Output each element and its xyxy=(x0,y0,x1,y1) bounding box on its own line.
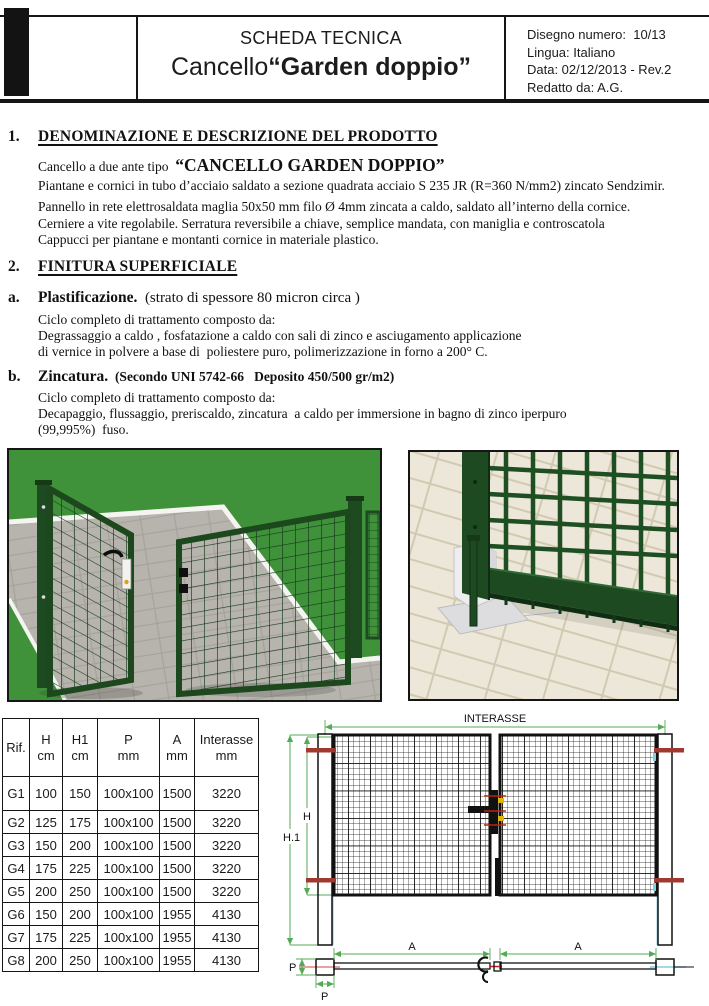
product-desc-line-4: Cappucci per piantane e montanti cornice in materiale plastico. xyxy=(38,232,379,247)
key-cylinder xyxy=(124,580,128,584)
table-row xyxy=(3,777,259,811)
section-2-title: FINITURA SUPERFICIALE xyxy=(38,258,238,275)
photo-gate-open-render xyxy=(7,448,382,702)
dimension-h1 xyxy=(282,735,318,945)
sub-b-heading xyxy=(38,368,394,386)
sub-a-heading xyxy=(38,289,360,307)
table-row xyxy=(3,903,259,926)
product-intro-bold: “CANCELLO GARDEN DOPPIO” xyxy=(175,155,445,175)
photo-gate-base-detail xyxy=(408,450,679,701)
spec-cell: 100x100 xyxy=(98,777,160,811)
sub-b-title: Zincatura. xyxy=(38,368,109,385)
spec-cell: G6 xyxy=(3,903,30,926)
table-row xyxy=(3,880,259,903)
dimension-h xyxy=(300,737,334,895)
product-title xyxy=(138,53,504,82)
interasse-label: INTERASSE xyxy=(463,713,527,725)
drawing-post-left xyxy=(318,734,333,945)
p-side-label: P xyxy=(289,962,297,974)
drawing-leaf-right xyxy=(500,735,656,895)
spec-cell: 3220 xyxy=(195,777,259,811)
section-2-number: 2. xyxy=(8,258,20,275)
spec-cell: 100x100 xyxy=(98,811,160,834)
spec-cell: 1955 xyxy=(160,926,195,949)
h1-label: H.1 xyxy=(283,832,301,844)
spec-table xyxy=(2,718,259,972)
spec-col-header: P mm xyxy=(98,719,160,777)
spec-cell: G3 xyxy=(3,834,30,857)
spec-cell: 1500 xyxy=(160,857,195,880)
spec-cell: 100 xyxy=(30,777,63,811)
a-left-label: A xyxy=(408,941,416,953)
spec-cell: 4130 xyxy=(195,949,259,972)
spec-cell: 100x100 xyxy=(98,857,160,880)
spec-col-header: H cm xyxy=(30,719,63,777)
info-language: Lingua: Italiano xyxy=(527,44,616,60)
spec-cell: 175 xyxy=(30,926,63,949)
spec-cell: 1500 xyxy=(160,811,195,834)
info-author: Redatto da: A.G. xyxy=(527,79,624,95)
plan-handle-2 xyxy=(483,972,488,982)
spec-cell: G2 xyxy=(3,811,30,834)
spec-cell: 125 xyxy=(30,811,63,834)
technical-drawing xyxy=(282,708,709,1006)
table-row xyxy=(3,834,259,857)
sub-a-line-2: Degrassaggio a caldo , fosfatazione a caldo con sali di zinco e asciugamento applicazione xyxy=(38,328,522,343)
sub-a-line-1: Ciclo completo di trattamento composto da: xyxy=(38,312,276,327)
product-desc-line-3: Cerniere a vite regolabile. Serratura reversibile a chiave, semplice mandata, con maniglia e controscatola xyxy=(38,216,605,231)
sub-b-line-3: (99,995%) fuso. xyxy=(38,422,129,437)
spec-cell: 200 xyxy=(30,880,63,903)
spec-cell: 250 xyxy=(63,880,98,903)
spec-cell: G4 xyxy=(3,857,30,880)
drawing-post-right xyxy=(657,734,672,945)
spec-cell: 3220 xyxy=(195,857,259,880)
header-info-cell xyxy=(506,17,709,108)
sub-b-note: (Secondo UNI 5742-66 Deposito 450/500 gr/m2) xyxy=(108,369,395,384)
spec-cell: 200 xyxy=(63,903,98,926)
sub-b-line-1: Ciclo completo di trattamento composto da: xyxy=(38,390,276,405)
dimension-interasse xyxy=(325,713,665,735)
spec-cell: 200 xyxy=(63,834,98,857)
spec-cell: 1500 xyxy=(160,880,195,903)
drawing-leaf-left xyxy=(334,735,490,895)
spec-cell: 1500 xyxy=(160,777,195,811)
spec-col-header: Rif. xyxy=(3,719,30,777)
plan-view xyxy=(294,958,694,983)
spec-cell: G5 xyxy=(3,880,30,903)
h-label: H xyxy=(303,811,311,823)
gate-leaf-right xyxy=(179,512,348,694)
sub-a-line-3: di vernice in polvere a base di poliestere puro, polimerizzazione in forno a 200° C. xyxy=(38,344,488,359)
spec-col-header: A mm xyxy=(160,719,195,777)
spec-cell: 175 xyxy=(63,811,98,834)
spec-cell: 225 xyxy=(63,926,98,949)
spec-cell: 250 xyxy=(63,949,98,972)
header xyxy=(0,15,709,103)
spec-cell: 150 xyxy=(30,903,63,926)
spec-cell: 100x100 xyxy=(98,926,160,949)
table-row xyxy=(3,926,259,949)
section-1-number: 1. xyxy=(8,128,20,145)
photo-gate-base-svg xyxy=(410,452,677,699)
spec-cell: 1500 xyxy=(160,834,195,857)
product-desc-line-1: Piantane e cornici in tubo d’acciaio saldato a sezione quadrata acciaio S 235 JR (R=360 N/mm2) zincato Sendzimir. xyxy=(38,178,665,193)
sub-b-line-2: Decapaggio, flussaggio, preriscaldo, zincatura a caldo per immersione in bagno di zinco iperpuro xyxy=(38,406,567,421)
table-row xyxy=(3,949,259,972)
spec-cell: 4130 xyxy=(195,926,259,949)
paving-cream xyxy=(410,452,677,699)
drop-bolt-front xyxy=(495,858,499,896)
product-name: “Garden doppio” xyxy=(268,53,472,81)
info-date-rev: Data: 02/12/2013 - Rev.2 xyxy=(527,62,672,77)
product-prefix: Cancello xyxy=(170,53,269,81)
spec-cell: 3220 xyxy=(195,834,259,857)
product-desc-line-2: Pannello in rete elettrosaldata maglia 50x50 mm filo Ø 4mm zincata a caldo, saldato all’interno della cornice. xyxy=(38,199,631,214)
dimension-p-front xyxy=(316,975,334,1003)
sub-a-title: Plastificazione. xyxy=(38,289,138,306)
spec-cell: G7 xyxy=(3,926,30,949)
spec-header-row xyxy=(3,719,259,777)
p-front-label: P xyxy=(321,991,329,1003)
table-row xyxy=(3,857,259,880)
table-row xyxy=(3,811,259,834)
dimension-a-left xyxy=(334,941,490,960)
a-right-label: A xyxy=(574,941,582,953)
section-1-title: DENOMINAZIONE E DESCRIZIONE DEL PRODOTTO xyxy=(38,128,438,145)
header-title-cell xyxy=(138,17,506,99)
spec-col-header: Interasse mm xyxy=(195,719,259,777)
sub-b-letter: b. xyxy=(8,368,21,385)
product-intro-line xyxy=(38,155,445,176)
spec-cell: 225 xyxy=(63,857,98,880)
spec-cell: 100x100 xyxy=(98,834,160,857)
spec-cell: G1 xyxy=(3,777,30,811)
spec-cell: 1955 xyxy=(160,949,195,972)
spec-cell: 3220 xyxy=(195,811,259,834)
logo-mark xyxy=(4,8,29,96)
spec-cell: G8 xyxy=(3,949,30,972)
spec-cell: 150 xyxy=(63,777,98,811)
photo-gate-open-svg xyxy=(9,450,380,700)
spec-cell: 100x100 xyxy=(98,903,160,926)
spec-cell: 100x100 xyxy=(98,880,160,903)
far-fence-panel xyxy=(367,512,380,638)
spec-cell: 150 xyxy=(30,834,63,857)
doc-type-title: SCHEDA TECNICA xyxy=(240,28,402,48)
spec-cell: 200 xyxy=(30,949,63,972)
info-drawing-number: Disegno numero: 10/13 xyxy=(527,27,666,42)
lock-plate xyxy=(122,559,131,589)
product-intro-normal: Cancello a due ante tipo xyxy=(38,159,176,174)
spec-col-header: H1 cm xyxy=(63,719,98,777)
spec-cell: 175 xyxy=(30,857,63,880)
spec-cell: 4130 xyxy=(195,903,259,926)
sub-a-note: (strato di spessore 80 micron circa ) xyxy=(137,290,360,306)
spec-cell: 1955 xyxy=(160,903,195,926)
sub-a-letter: a. xyxy=(8,289,20,306)
spec-cell: 3220 xyxy=(195,880,259,903)
spec-cell: 100x100 xyxy=(98,949,160,972)
dimension-a-right xyxy=(500,941,656,960)
